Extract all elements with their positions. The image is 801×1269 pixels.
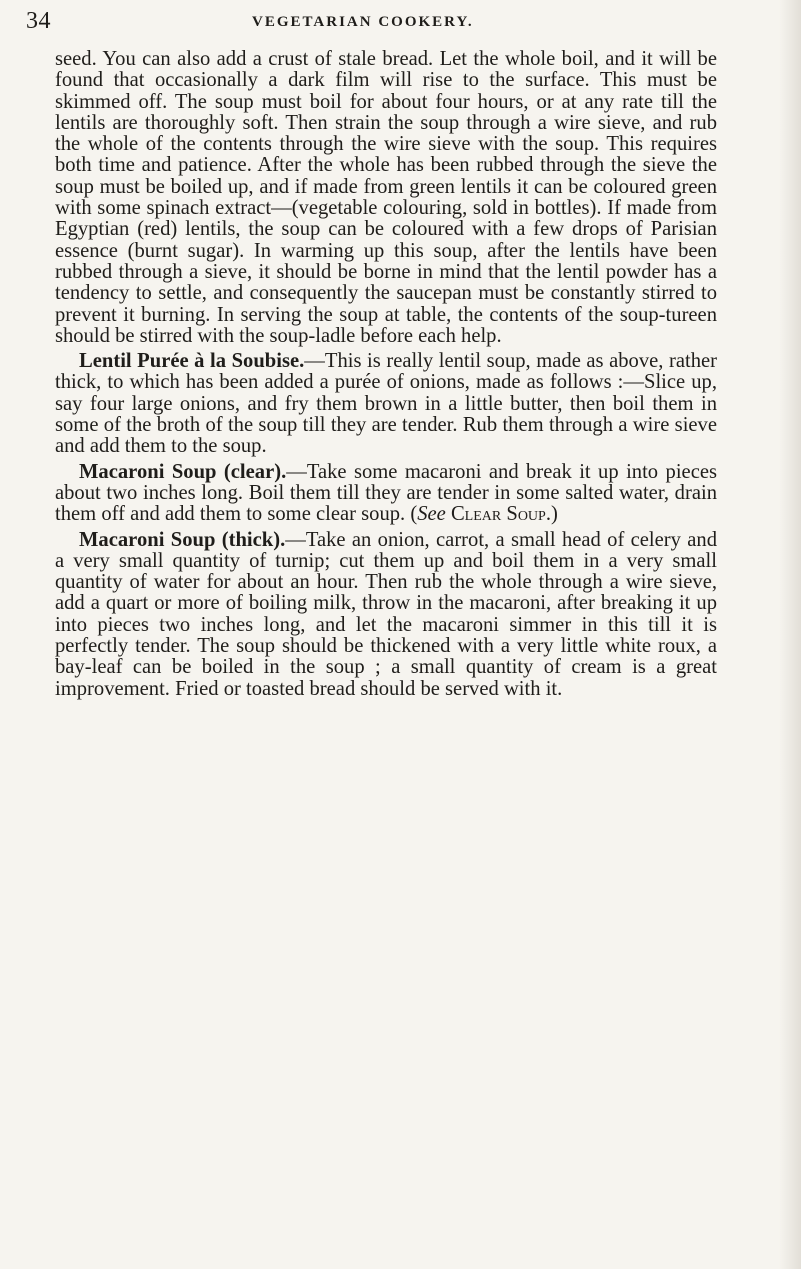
page-number: 34 bbox=[26, 8, 51, 34]
cross-reference-label: See bbox=[417, 503, 446, 526]
recipe-text-end: ) bbox=[550, 503, 558, 526]
recipe-macaroni-soup-clear bbox=[55, 462, 717, 526]
paragraph-text: seed. You can also add a crust of stale bread. Let the whole boil, and it will be found that occasionally a dark film will rise to the surface. This must be skimmed off. The soup must boil for about four hours, or at any rate till the lentils are thoroughly soft. Then strain the soup through a wire sieve, and rub the whole of the contents through the wire sieve with the soup. This requires both time and patience. After the whole has been rubbed through the sieve the soup must be boiled up, and if made from green lentils it can be coloured green with some spinach extract—(vegetable colouring, sold in bottles). If made from Egyptian (red) lentils, the soup can be coloured with a few drops of Parisian essence (burnt sugar). In warming up this soup, after the lentils have been rubbed through a sieve, it should be borne in mind that the lentil powder has a tendency to settle, and consequently the saucepan must be constantly stirred to prevent it burning. In serving the soup at table, the contents of the soup-tureen should be stirred with the soup-ladle before each help. bbox=[55, 48, 717, 347]
page-header bbox=[26, 8, 726, 44]
recipe-heading: Lentil Purée à la Soubise. bbox=[79, 350, 305, 373]
page-edge-shadow bbox=[779, 0, 801, 1269]
page-body bbox=[55, 49, 717, 704]
recipe-heading: Macaroni Soup (thick). bbox=[79, 528, 286, 551]
recipe-text: —This is really lentil soup, made as above, rather thick, to which has been added a purée of onions, made as follows :—Slice up, say four large onions, and fry them brown in a little butter, then boil them in some of the broth of the soup till they are tender. Rub them through a wire sieve and add them to the soup. bbox=[55, 350, 717, 458]
paragraph-lentil-soup-continued bbox=[55, 49, 717, 347]
recipe-macaroni-soup-thick bbox=[55, 530, 717, 700]
recipe-text: —Take an onion, carrot, a small head of celery and a very small quantity of turnip; cut them up and boil them in a very small quantity of water for about an hour. Then rub the whole through a wire sieve, add a quart or more of boiling milk, throw in the macaroni, after breaking it up into pieces two inches long, and let the macaroni simmer in this till it is perfectly tender. The soup should be thickened with a very little white roux, a bay-leaf can be boiled in the soup ; a small quantity of cream is a great improvement. Fried or toasted bread should be served with it. bbox=[55, 528, 717, 700]
cross-reference-target: Clear Soup. bbox=[450, 503, 551, 526]
recipe-text: —Take some macaroni and break it up into pieces about two inches long. Boil them till they are tender in some salted water, drain them off and add them to some clear soup. ( bbox=[55, 460, 717, 526]
recipe-heading: Macaroni Soup (clear). bbox=[79, 460, 287, 483]
recipe-lentil-puree-soubise bbox=[55, 351, 717, 457]
running-head: VEGETARIAN COOKERY. bbox=[252, 14, 474, 30]
